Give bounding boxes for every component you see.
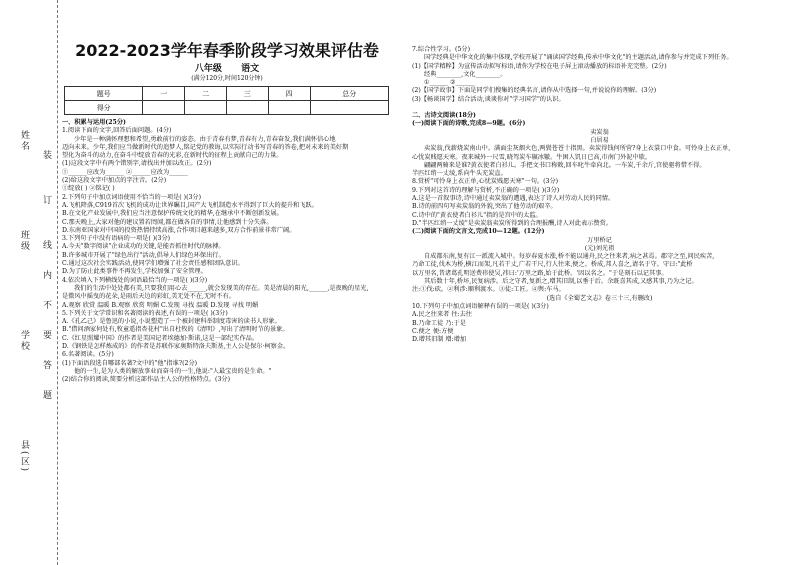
right-text-line: 其后数十年,桥坏,民复病涉。后之守者,复新之,增其旧制,以垂于后。余既喜其成,又感其事,乃为之记。	[424, 278, 698, 286]
left-column	[62, 119, 387, 385]
left-text-line: D.东南亚国家对中国的投资热情持续高涨,合作项目越来越多,双方合作前景非常广阔。	[62, 226, 296, 234]
margin-binding-char: 不	[41, 300, 51, 311]
score-header-cell: 总分	[310, 87, 388, 101]
margin-binding-char: 装	[41, 150, 51, 161]
right-text-line: 心忧炭贱愿天寒。夜来城外一尺雪,晓驾炭车辗冰辙。牛困人饥日已高,市南门外泥中歇。	[412, 153, 652, 161]
margin-binding-char: 内	[41, 270, 51, 281]
margin-binding-char: 订	[41, 195, 51, 206]
score-cell[interactable]	[268, 101, 310, 115]
right-text-line: (2)【国学故事】下面是同学们搜集的经典名言,请你从中选择一句,并说说你的理解。(3分)	[412, 87, 657, 95]
grade-label: 八年级	[194, 64, 222, 74]
right-text-line: 自成都东南,复有江一派流入城中。每岁春夏水涨,桥不能以通舟,民之往来者,病之甚焉。郡守之至,问民疾苦,	[424, 253, 715, 261]
right-text-line: 国学经典是中华文化的集中体现,学校开展了"诵读国学经典,传承中华文化"的主题活动,请你参与并完成下列任务。	[424, 54, 733, 62]
right-text-line: 二、古诗文阅读(18分)	[412, 112, 476, 120]
exam-note: (满分120分,时间120分钟)	[191, 75, 263, 82]
left-text-line: C.那天晚上,大家对他的建议置若罔闻,都在做各自的事情,让他感到十分失落。	[62, 218, 273, 226]
right-text-line: 卖炭翁	[590, 128, 609, 136]
left-text-line: 望化为奋斗的动力,在奋斗中绽放青春的光彩,在新时代的征程上贡献自己的力量。	[62, 152, 283, 160]
score-header-cell: 二	[185, 87, 227, 101]
left-text-line: A.观察 欣赏 温暖 B.观察 欣赏 明媚 C.发现 寻找 温暖 D.发现 寻找 明媚	[62, 301, 259, 309]
left-text-line: B."借问酒家何处有,牧童遥指杏花村"出自杜牧的《清明》,写出了清明时节的景象。	[62, 326, 289, 334]
left-text-line: ①绽放( ) ②铭记( )	[62, 185, 115, 193]
score-value-row	[65, 101, 389, 115]
margin-binding-char: 要	[41, 330, 51, 341]
right-text-line: (一)阅读下面的诗歌,完成8—9题。(6分)	[412, 120, 526, 128]
left-text-line: 是微风中摇曳的花朵,是雨后天边的彩虹,美无处不在,无时不有。	[62, 293, 235, 301]
left-text-line: B.许多城市开展了"绿色出行"活动,倡导人们绿色环保出行。	[62, 251, 225, 259]
left-text-line: D.为了防止此类事件不再发生,学校加强了安全管理。	[62, 268, 207, 276]
left-text-line: 5.下列关于文学常识和名著阅读的表述,有误的一项是( )(3分)	[62, 309, 228, 317]
right-text-line: A.这是一首叙事诗,诗中通过卖炭翁的遭遇,表达了诗人对劳动人民的同情。	[412, 195, 615, 203]
left-text-line: 他的一生,是为人类的解放事业而奋斗的一生,他说:"人最宝贵的是生命。"	[74, 367, 272, 375]
left-text-line: (2)给这段文字中加点的字注音。(2分)	[62, 177, 167, 185]
left-text-line: A.《孔乙己》是鲁迅的小说,小说塑造了一个被封建科举制度毒害的读书人形象。	[62, 318, 281, 326]
right-text-line: (3)【畅谈国学】结合活动,谈谈你对"学习国学"的认识。	[412, 95, 565, 103]
margin-label-county: 县(区)	[19, 440, 29, 474]
left-text-line: ①______应改为______ ②______应改为______	[62, 168, 188, 176]
right-text-line: C.便之 便:方便	[412, 327, 454, 335]
left-text-line: (2)结合你的阅读,简要分析这部作品主人公的性格特点。(3分)	[62, 376, 230, 384]
left-text-line: 4.依次填入下列横线处的词语最恰当的一项是( )(3分)	[62, 276, 208, 284]
right-text-line: 9.下列对这首诗的理解与赏析,不正确的一项是( )(3分)	[412, 186, 560, 194]
right-text-line: C.诗中的"黄衣使者白衫儿"指的是宫中的太监。	[412, 211, 542, 219]
right-column	[412, 46, 787, 344]
right-text-line: (二)阅读下面的文言文,完成10—12题。(12分)	[412, 228, 545, 236]
score-header-row	[65, 87, 389, 101]
right-text-line: 注:①伐:砍。②利涉:顺利渡水。③徒:工匠。④舆:车马。	[412, 286, 565, 294]
right-text-line: 翩翩两骑来是谁?黄衣使者白衫儿。手把文书口称敕,回车叱牛牵向北。一车炭,千余斤,宫使驱将惜不得。	[424, 161, 706, 169]
right-text-line: (元)刘光祖	[584, 244, 615, 252]
right-text-line: B.乃命工徒 乃:于是	[412, 319, 466, 327]
left-text-line: B.在文化产业发展中,我们应当注意保护传统文化的精华,在继承中不断创新发展。	[62, 210, 283, 218]
binding-margin	[0, 0, 58, 565]
left-text-line: 迈向未来。少年,我们应当做新时代的追梦人,铭记党的教诲,以实际行动书写青春的答卷,把对未来的美好期	[62, 143, 349, 151]
right-text-line: B.诗的前四句写卖炭翁的外貌,突出了他劳动的艰辛。	[412, 203, 557, 211]
score-row-label: 得分	[65, 101, 143, 115]
left-text-line: C.通过这次社会实践活动,使同学们增强了社会责任感和团队意识。	[62, 260, 244, 268]
score-cell[interactable]	[310, 101, 388, 115]
right-text-line: 卖炭翁,伐薪烧炭南山中。满面尘灰烟火色,两鬓苍苍十指黑。卖炭得钱何所营?身上衣裳口中食。可怜身上衣正单,	[424, 145, 731, 153]
left-text-line: C.《红星照耀中国》的作者是美国记者埃德加·斯诺,这是一部纪实作品。	[62, 334, 259, 342]
score-header-cell: 题号	[65, 87, 143, 101]
left-text-line: 3.下列句子中没有语病的一项是( )(3分)	[62, 235, 171, 243]
score-header-cell: 四	[268, 87, 310, 101]
right-text-line: 以万里名,昔诸葛孔明送费祎使吴,祎曰:'万里之路,始于此桥。'因以名之。"于是刻石以记其事。	[412, 269, 668, 277]
right-text-line: 半匹红绡一丈绫,系向牛头充炭直。	[412, 170, 507, 178]
score-table	[64, 86, 389, 115]
subject-label: 语文	[241, 64, 260, 74]
right-text-line: 10.下列句子中加点词语解释有误的一项是( )(3分)	[412, 302, 549, 310]
right-text-line: 白居易	[590, 136, 609, 144]
left-text-line: 6.名著阅读。(5分)	[62, 351, 114, 359]
right-text-line: 8.赏析"可怜身上衣正单,心忧炭贱愿天寒"一句。(3分)	[412, 178, 559, 186]
right-text-line: 乃命工徒,伐木为桥,横江而架,凡若干丈,广若干尺,行人往来,便之。桥成,邦人喜之,请名于守。守曰:"此桥	[412, 261, 693, 269]
exam-title: 2022-2023学年春季阶段学习效果评估卷	[75, 41, 379, 60]
right-text-line: (选自《全蜀艺文志》卷三十三,有删改)	[546, 294, 653, 302]
right-text-line: 万里桥记	[587, 236, 612, 244]
score-cell[interactable]	[143, 101, 185, 115]
left-text-line: A.今天"数字阅读"企业成功的关键,是能否抓住时代的脉搏。	[62, 243, 225, 251]
left-text-line: D.《钢铁是怎样炼成的》的作者是苏联作家奥斯特洛夫斯基,主人公是保尔·柯察金。	[62, 343, 290, 351]
margin-binding-char: 答	[41, 360, 51, 371]
score-header-cell: 三	[226, 87, 268, 101]
margin-label-name: 姓名	[19, 130, 29, 152]
right-text-line: ①______ ②______	[424, 79, 475, 87]
left-text-line: (1)下面语段选自哪部名著?文中的"他"指谁?(2分)	[62, 359, 198, 367]
right-text-line: (1)【国学精粹】为宣传活动拟写标语,请你为学校在电子屏上滚动播放的标语补充完整。(2分)	[412, 62, 667, 70]
left-text-line: (1)这段文字中有两个错别字,请找出并加以改正。(2分)	[62, 160, 212, 168]
margin-binding-char: 线	[41, 240, 51, 251]
right-text-line: D."半匹红绡一丈绫"是卖炭翁卖炭所得到的合理报酬,诗人对此表示赞赏。	[412, 219, 612, 227]
margin-label-school: 学校	[19, 330, 29, 352]
score-header-cell: 一	[143, 87, 185, 101]
left-text-line: 少年是一种满怀理想和希望,勇敢前行的姿态。由于青春有梦,青春有力,青春奋发,我们满怀信心地	[74, 135, 336, 143]
score-cell[interactable]	[226, 101, 268, 115]
left-text-line: 1.阅读下面的文字,回答后面问题。(4分)	[62, 127, 172, 135]
score-cell[interactable]	[185, 101, 227, 115]
right-text-line: 经典________,文化________。	[424, 70, 507, 78]
right-text-line: D.增其旧制 增:增加	[412, 336, 467, 344]
left-text-line: 一、积累与运用(25分)	[62, 119, 126, 126]
margin-binding-char: 题	[41, 390, 51, 401]
left-text-line: 我们的生活中处处都有美,只要我们用心去______,就会发现美的存在。美是清晨的阳光,______,是夜晚的星光,	[74, 284, 369, 292]
left-text-line: A.飞机降落,C919首次飞机的成功让世界瞩目,国产大飞机制造水平得到了巨大的提升和飞跃。	[62, 201, 318, 209]
left-text-line: 2.下列句子中加点词语使用不恰当的一项是( )(3分)	[62, 193, 202, 201]
right-text-line: 7.综合性学习。(5分)	[412, 46, 470, 53]
margin-label-class: 班级	[19, 230, 29, 252]
right-text-line: A.民之往来者 往:去往	[412, 311, 472, 319]
